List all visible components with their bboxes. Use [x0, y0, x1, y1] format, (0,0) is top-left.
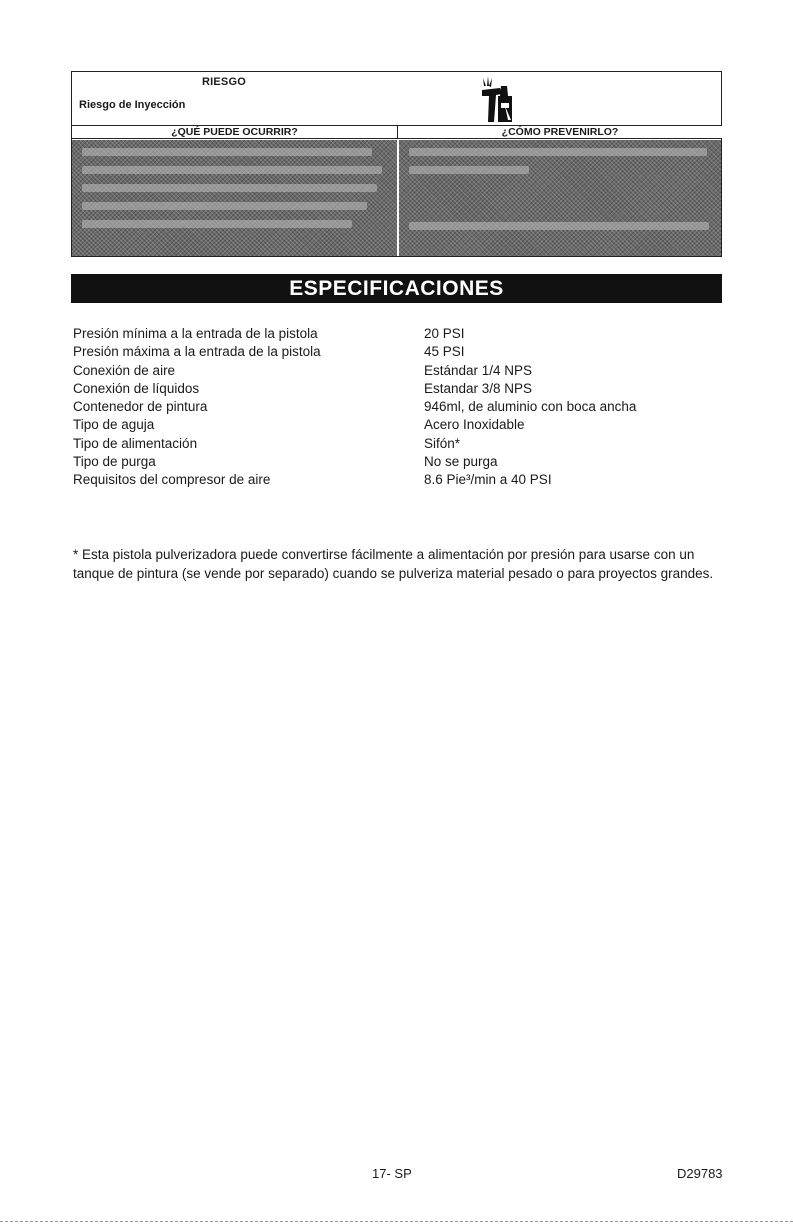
risk-subtitle: Riesgo de Inyección — [79, 99, 186, 111]
risk-header — [72, 72, 721, 124]
spray-gun-injection-hazard-icon — [474, 76, 514, 124]
spec-label: Tipo de alimentación — [73, 435, 198, 451]
bottom-rule — [0, 1221, 793, 1222]
spec-label: Tipo de aguja — [73, 417, 155, 433]
footnote: * Esta pistola pulverizadora puede convertirse fácilmente a alimentación por presión para usarse con un tanque de pintura (se vende por separado) cuando se pulveriza material pesado o para proyectos grandes. — [73, 547, 714, 581]
spec-label: Contenedor de pintura — [73, 399, 208, 415]
spec-label: Conexión de líquidos — [73, 380, 200, 396]
how-to-prevent-header: ¿CÓMO PREVENIRLO? — [398, 125, 722, 139]
risk-title: RIESGO — [202, 76, 246, 88]
spec-value: Estandar 3/8 NPS — [424, 380, 533, 396]
spec-value: Sifón* — [424, 435, 461, 451]
spec-value: 8.6 Pie³/min a 40 PSI — [424, 472, 552, 488]
specifications-header: ESPECIFICACIONES — [71, 274, 722, 303]
spec-value: 20 PSI — [424, 326, 465, 341]
spec-value: 45 PSI — [424, 344, 465, 360]
spec-label: Tipo de purga — [73, 454, 156, 470]
spec-value: Acero Inoxidable — [424, 417, 525, 433]
spec-value: No se purga — [424, 454, 498, 470]
spec-label: Requisitos del compresor de aire — [73, 472, 271, 488]
how-to-prevent-body — [399, 140, 721, 256]
what-can-happen-header: ¿QUÉ PUEDE OCURRIR? — [72, 125, 398, 139]
spec-value: Estándar 1/4 NPS — [424, 362, 533, 378]
page-number: 17- SP — [372, 1166, 412, 1181]
spec-label: Conexión de aire — [73, 362, 176, 378]
spec-label: Presión máxima a la entrada de la pistola — [73, 344, 321, 360]
spec-label: Presión mínima a la entrada de la pistola — [73, 326, 318, 341]
spec-value: 946ml, de aluminio con boca ancha — [424, 399, 637, 415]
document-code: D29783 — [677, 1166, 723, 1181]
what-can-happen-body — [72, 140, 397, 256]
risk-box — [71, 71, 722, 257]
